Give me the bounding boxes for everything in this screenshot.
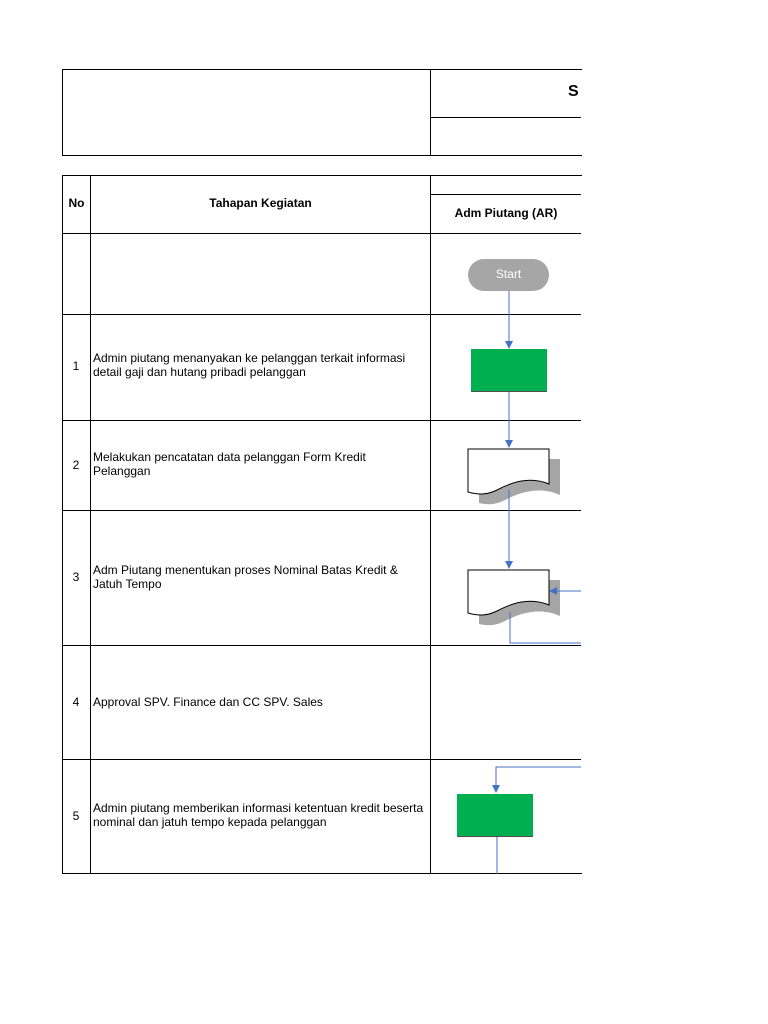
row-number: 4	[72, 695, 80, 709]
process-step-5	[457, 794, 533, 836]
col-activity-header: Tahapan Kegiatan	[209, 196, 312, 210]
col-lane-header: Adm Piutang (AR)	[454, 206, 558, 220]
header-title: S	[568, 83, 579, 100]
activity-text: Admin piutang menanyakan ke pelanggan terkait informasi detail gaji dan hutang pribadi pelanggan	[93, 351, 406, 379]
activity-text: Melakukan pencatatan data pelanggan Form Kredit Pelanggan	[93, 450, 366, 478]
flow-connector-out	[510, 612, 581, 643]
process-step-1	[471, 349, 547, 391]
row-number: 1	[72, 359, 80, 373]
activity-text: Approval SPV. Finance dan CC SPV. Sales	[93, 695, 323, 709]
activity-text: Adm Piutang menentukan proses Nominal Batas Kredit & Jatuh Tempo	[93, 563, 398, 591]
row-number: 5	[72, 809, 80, 823]
start-label: Start	[495, 267, 522, 281]
col-no-header: No	[68, 196, 85, 210]
row-number: 3	[72, 570, 80, 584]
flow-connector-in	[496, 767, 581, 792]
activity-text: Admin piutang memberikan informasi ketentuan kredit beserta nominal dan jatuh tempo kepada pelanggan	[93, 801, 424, 829]
row-number: 2	[72, 458, 80, 472]
